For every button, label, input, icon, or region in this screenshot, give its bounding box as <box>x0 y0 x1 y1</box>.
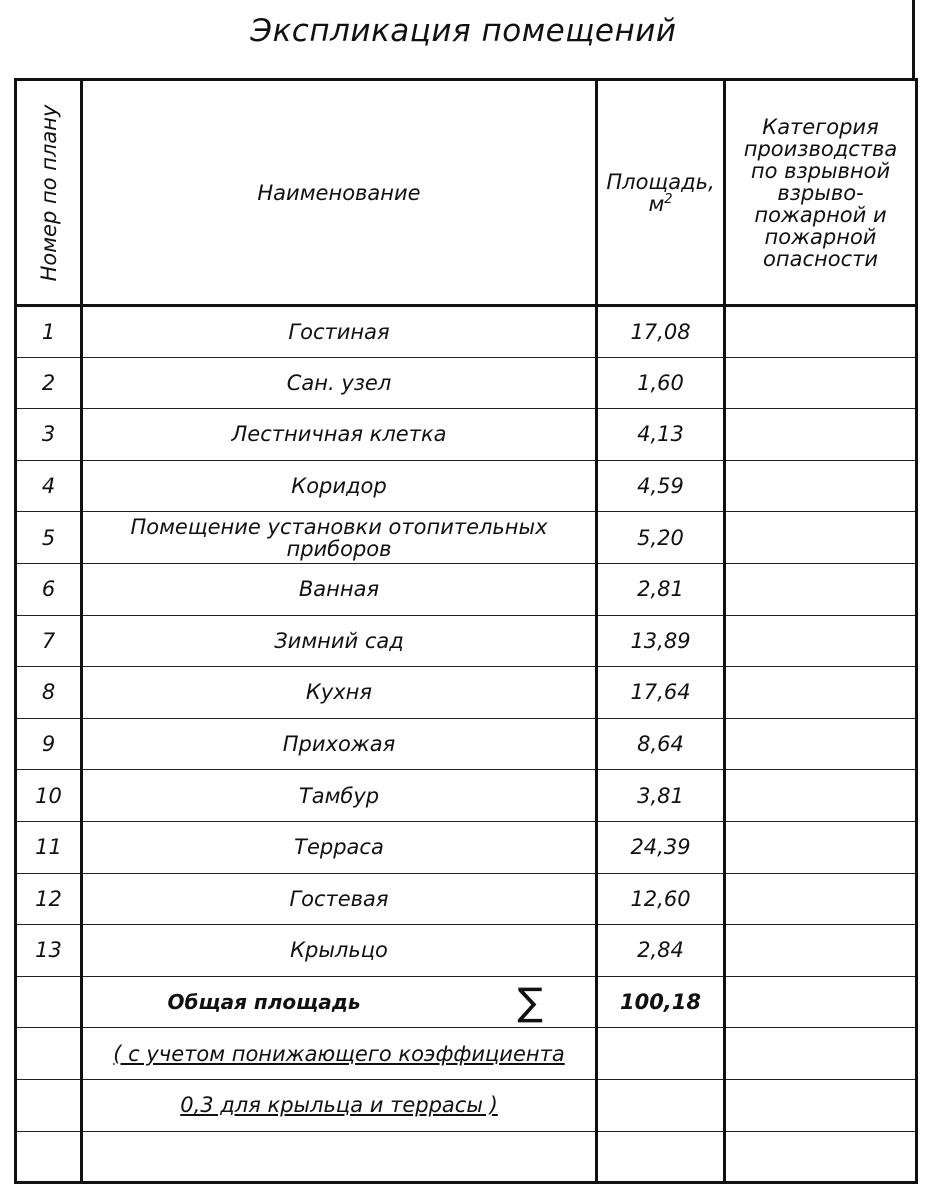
note-area-empty <box>597 1079 725 1131</box>
table-row <box>16 615 917 667</box>
total-row <box>16 976 917 1028</box>
total-label-cell <box>82 976 597 1028</box>
row-number: 1 <box>16 306 82 358</box>
row-number: 6 <box>16 563 82 615</box>
total-value: 100,18 <box>597 976 725 1028</box>
row-category <box>725 357 917 409</box>
row-name: Терраса <box>82 821 597 873</box>
row-number: 11 <box>16 821 82 873</box>
table-row <box>16 563 917 615</box>
table-row <box>16 460 917 512</box>
sigma-icon: ∑ <box>517 980 543 1025</box>
row-area: 4,13 <box>597 409 725 461</box>
row-name: Помещение установки отопительных приборов <box>82 512 597 564</box>
table-row <box>16 718 917 770</box>
row-area: 12,60 <box>597 873 725 925</box>
empty-cell <box>82 1131 597 1183</box>
note-area-empty <box>597 1028 725 1080</box>
row-number: 10 <box>16 770 82 822</box>
row-category <box>725 306 917 358</box>
empty-cell <box>725 1131 917 1183</box>
row-category <box>725 770 917 822</box>
row-name: Гостиная <box>82 306 597 358</box>
note-line-1: ( с учетом понижающего коэффициента <box>82 1028 597 1080</box>
row-number: 7 <box>16 615 82 667</box>
row-name: Коридор <box>82 460 597 512</box>
row-number: 8 <box>16 667 82 719</box>
note-category-empty <box>725 1028 917 1080</box>
row-number: 2 <box>16 357 82 409</box>
row-name: Тамбур <box>82 770 597 822</box>
header-area: Площадь, м <box>606 169 715 216</box>
row-category <box>725 873 917 925</box>
row-name: Зимний сад <box>82 615 597 667</box>
table-row <box>16 925 917 977</box>
table-row <box>16 667 917 719</box>
note-category-empty <box>725 1079 917 1131</box>
row-area: 13,89 <box>597 615 725 667</box>
empty-cell <box>597 1131 725 1183</box>
row-area: 17,64 <box>597 667 725 719</box>
row-category <box>725 460 917 512</box>
row-name: Лестничная клетка <box>82 409 597 461</box>
row-category <box>725 512 917 564</box>
row-area: 5,20 <box>597 512 725 564</box>
row-name: Сан. узел <box>82 357 597 409</box>
row-number: 13 <box>16 925 82 977</box>
note-line-2: 0,3 для крыльца и террасы ) <box>82 1079 597 1131</box>
header-number: Номер по плану <box>36 104 61 281</box>
row-category <box>725 821 917 873</box>
row-number: 4 <box>16 460 82 512</box>
row-category <box>725 667 917 719</box>
row-number: 12 <box>16 873 82 925</box>
rooms-table <box>14 78 918 1184</box>
total-number-empty <box>16 976 82 1028</box>
note-number-empty <box>16 1079 82 1131</box>
page-title: Экспликация помещений <box>250 13 677 49</box>
row-name: Крыльцо <box>82 925 597 977</box>
row-category <box>725 718 917 770</box>
header-area-sup: 2 <box>664 191 673 207</box>
row-number: 5 <box>16 512 82 564</box>
row-number: 3 <box>16 409 82 461</box>
empty-cell <box>16 1131 82 1183</box>
row-area: 2,81 <box>597 563 725 615</box>
row-name: Ванная <box>82 563 597 615</box>
empty-row <box>16 1131 917 1183</box>
row-area: 1,60 <box>597 357 725 409</box>
table-row <box>16 409 917 461</box>
table-row <box>16 821 917 873</box>
row-name: Кухня <box>82 667 597 719</box>
table-header-row <box>16 80 917 306</box>
row-area: 4,59 <box>597 460 725 512</box>
note-row <box>16 1028 917 1080</box>
row-area: 8,64 <box>597 718 725 770</box>
table-row <box>16 306 917 358</box>
table-row <box>16 770 917 822</box>
row-area: 2,84 <box>597 925 725 977</box>
header-number-cell <box>16 80 82 306</box>
row-name: Прихожая <box>82 718 597 770</box>
table-row <box>16 873 917 925</box>
table-row <box>16 512 917 564</box>
header-category: Категория производства по взрывной взрыво-пожарной и пожарной опасности <box>725 80 917 306</box>
row-area: 24,39 <box>597 821 725 873</box>
row-area: 17,08 <box>597 306 725 358</box>
sheet-frame-line <box>912 0 915 80</box>
row-category <box>725 563 917 615</box>
row-category <box>725 925 917 977</box>
note-row <box>16 1079 917 1131</box>
table-row <box>16 357 917 409</box>
total-label: Общая площадь <box>167 990 361 1015</box>
total-category-empty <box>725 976 917 1028</box>
row-area: 3,81 <box>597 770 725 822</box>
header-name: Наименование <box>82 80 597 306</box>
row-category <box>725 409 917 461</box>
row-number: 9 <box>16 718 82 770</box>
row-name: Гостевая <box>82 873 597 925</box>
note-number-empty <box>16 1028 82 1080</box>
header-area-cell <box>597 80 725 306</box>
row-category <box>725 615 917 667</box>
